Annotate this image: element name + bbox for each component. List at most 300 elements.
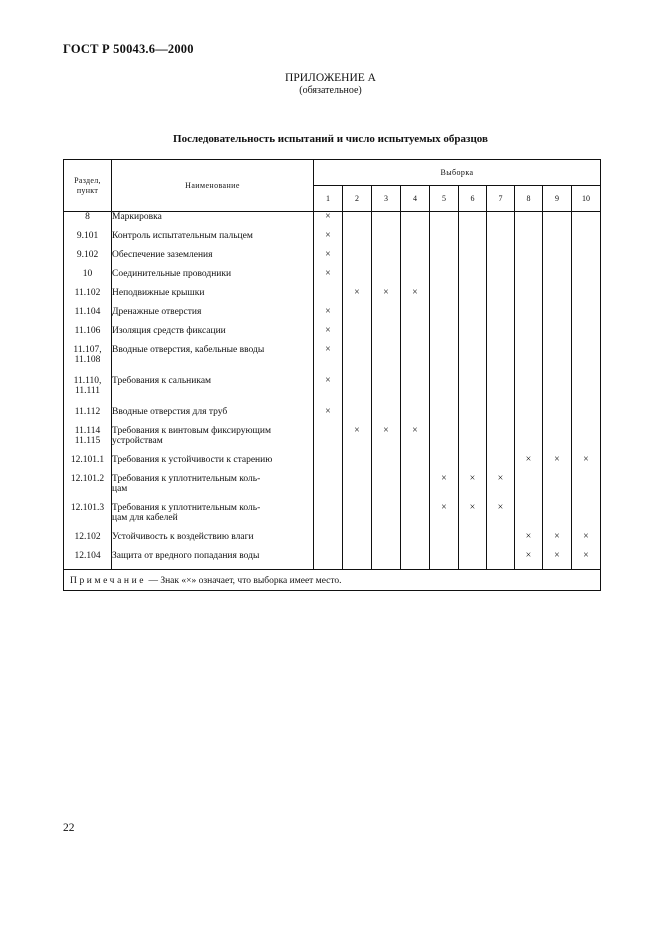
sample-cell: [430, 503, 459, 532]
section-cell: [64, 532, 112, 551]
sample-cell: [401, 326, 430, 345]
sample-cell: [487, 426, 515, 455]
sample-cell: [572, 532, 601, 551]
section-number: 11.108: [74, 354, 101, 365]
sample-mark: ×: [497, 472, 504, 484]
sample-cell: [401, 426, 430, 455]
sample-mark: ×: [525, 453, 532, 465]
sample-cell: [430, 288, 459, 307]
sample-cell: [343, 426, 372, 455]
sample-number-header: 9: [543, 186, 572, 212]
sample-mark: ×: [354, 286, 360, 298]
section-number: 11.104: [74, 306, 101, 317]
sample-cell: [572, 250, 601, 269]
sample-cell: [372, 376, 401, 407]
header-name: Наименование: [112, 160, 314, 212]
sample-cell: [314, 503, 343, 532]
sample-cell: [430, 250, 459, 269]
test-name: цам: [112, 483, 128, 494]
sample-cell: [459, 455, 487, 474]
section-cell: [64, 551, 112, 570]
test-name-cell: [112, 250, 314, 269]
sample-cell: [401, 288, 430, 307]
sample-cell: [430, 455, 459, 474]
note-row: [64, 570, 601, 591]
sample-cell: [372, 503, 401, 532]
test-name: Требования к винтовым фиксирующим: [112, 425, 271, 436]
sample-cell: [572, 376, 601, 407]
section-number: 11.107,: [73, 344, 102, 355]
sample-cell: [314, 212, 343, 231]
sample-cell: [430, 551, 459, 570]
test-name-cell: [112, 503, 314, 532]
test-name-cell: [112, 407, 314, 426]
sample-cell: [459, 503, 487, 532]
sample-cell: [543, 269, 572, 288]
sample-number-header: 8: [515, 186, 543, 212]
section-number: 12.104: [74, 550, 101, 561]
sample-cell: [372, 307, 401, 326]
sample-cell: [343, 503, 372, 532]
sample-mark: ×: [441, 501, 447, 513]
sample-cell: [372, 532, 401, 551]
document-code: ГОСТ Р 50043.6—2000: [63, 42, 194, 56]
sample-cell: [314, 407, 343, 426]
section-cell: [64, 231, 112, 250]
sample-cell: [572, 503, 601, 532]
sample-cell: [430, 407, 459, 426]
sample-cell: [543, 231, 572, 250]
section-cell: [64, 326, 112, 345]
sample-cell: [459, 551, 487, 570]
test-name-cell: [112, 212, 314, 231]
sample-cell: [430, 231, 459, 250]
section-cell: [64, 288, 112, 307]
sample-mark: ×: [325, 267, 331, 279]
sample-mark: ×: [325, 229, 331, 241]
test-name-cell: [112, 455, 314, 474]
test-name: Требования к уплотнительным коль-: [112, 473, 261, 484]
section-number: 11.106: [74, 325, 101, 336]
sample-mark: ×: [325, 343, 331, 355]
sample-cell: [314, 269, 343, 288]
test-name-cell: [112, 269, 314, 288]
test-name: Устойчивость к воздействию влаги: [112, 531, 254, 542]
test-name: Вводные отверстия, кабельные вводы: [112, 344, 265, 355]
sample-cell: [401, 307, 430, 326]
sample-cell: [487, 288, 515, 307]
table-row: [64, 532, 601, 551]
table-row: [64, 376, 601, 407]
test-name-cell: [112, 474, 314, 503]
sample-cell: [515, 212, 543, 231]
sample-cell: [515, 307, 543, 326]
sample-cell: [372, 407, 401, 426]
sample-cell: [459, 532, 487, 551]
header-section-line: пункт: [76, 185, 99, 195]
test-name: Защита от вредного попадания воды: [112, 550, 260, 561]
sample-mark: ×: [525, 549, 532, 561]
sample-mark: ×: [441, 472, 447, 484]
sample-cell: [487, 212, 515, 231]
test-name: Требования к уплотнительным коль-: [112, 502, 261, 513]
table-row: [64, 307, 601, 326]
section-number: 12.102: [74, 531, 101, 542]
section-number: 10: [82, 268, 93, 279]
sample-mark: ×: [325, 211, 331, 222]
sample-mark: ×: [525, 530, 532, 542]
annex-title: ПРИЛОЖЕНИЕ А: [285, 72, 376, 84]
sample-cell: [314, 307, 343, 326]
test-name: Контроль испытательным пальцем: [112, 230, 253, 241]
section-number: 12.101.3: [70, 502, 105, 513]
sample-cell: [487, 326, 515, 345]
sample-mark: ×: [583, 453, 589, 465]
sample-mark: ×: [383, 286, 389, 298]
sample-cell: [515, 231, 543, 250]
sample-cell: [515, 474, 543, 503]
sample-cell: [543, 426, 572, 455]
sample-cell: [572, 307, 601, 326]
sample-cell: [487, 231, 515, 250]
sample-cell: [343, 307, 372, 326]
test-name: Дренажные отверстия: [112, 306, 202, 317]
sample-mark: ×: [412, 286, 418, 298]
test-name-cell: [112, 307, 314, 326]
section-number: 11.111: [74, 385, 101, 396]
sample-cell: [343, 250, 372, 269]
test-name-cell: [112, 288, 314, 307]
sample-cell: [487, 455, 515, 474]
sample-cell: [314, 532, 343, 551]
section-cell: [64, 307, 112, 326]
section-number: 11.102: [74, 287, 101, 298]
test-name-cell: [112, 532, 314, 551]
table-row: [64, 426, 601, 455]
sample-cell: [543, 455, 572, 474]
test-name: Требования к устойчивости к старению: [112, 454, 273, 465]
sample-cell: [543, 307, 572, 326]
test-name: цам для кабелей: [112, 512, 178, 523]
sample-cell: [543, 503, 572, 532]
sample-cell: [459, 269, 487, 288]
sample-number-header: 7: [487, 186, 515, 212]
sample-cell: [430, 474, 459, 503]
sample-cell: [543, 376, 572, 407]
sample-cell: [459, 426, 487, 455]
sample-number-header: 3: [372, 186, 401, 212]
test-name-cell: [112, 426, 314, 455]
sample-cell: [343, 269, 372, 288]
sample-cell: [543, 326, 572, 345]
sample-cell: [515, 345, 543, 376]
sample-cell: [430, 376, 459, 407]
sample-cell: [515, 532, 543, 551]
section-number: 12.101.1: [70, 454, 105, 465]
table-row: [64, 474, 601, 503]
table-row: [64, 503, 601, 532]
sample-cell: [314, 231, 343, 250]
sample-mark: ×: [583, 549, 589, 561]
sample-cell: [459, 376, 487, 407]
sample-cell: [343, 532, 372, 551]
sample-cell: [572, 551, 601, 570]
sample-cell: [515, 250, 543, 269]
sample-mark: ×: [383, 424, 389, 436]
section-cell: [64, 455, 112, 474]
sample-cell: [515, 455, 543, 474]
sample-cell: [459, 326, 487, 345]
test-name-cell: [112, 231, 314, 250]
sample-cell: [372, 231, 401, 250]
sample-cell: [430, 269, 459, 288]
sample-mark: ×: [469, 472, 476, 484]
sample-cell: [459, 212, 487, 231]
sample-cell: [343, 326, 372, 345]
section-number: 9.102: [76, 249, 99, 260]
sample-mark: ×: [583, 530, 589, 542]
sample-cell: [572, 212, 601, 231]
sample-cell: [572, 426, 601, 455]
sample-cell: [515, 426, 543, 455]
test-name: Соединительные проводники: [112, 268, 232, 279]
test-name: Обеспечение заземления: [112, 249, 213, 260]
sample-cell: [314, 426, 343, 455]
section-number: 11.115: [74, 435, 101, 446]
sample-mark: ×: [497, 501, 504, 513]
sample-cell: [314, 250, 343, 269]
sample-cell: [372, 551, 401, 570]
sample-cell: [343, 474, 372, 503]
section-cell: [64, 250, 112, 269]
sample-cell: [543, 532, 572, 551]
table-row: [64, 250, 601, 269]
section-number: 12.101.2: [70, 473, 105, 484]
sample-mark: ×: [325, 305, 331, 317]
sample-cell: [543, 250, 572, 269]
table-title: Последовательность испытаний и число испытуемых образцов: [173, 133, 488, 145]
sample-cell: [572, 231, 601, 250]
table-row: [64, 269, 601, 288]
sample-cell: [314, 551, 343, 570]
sample-cell: [543, 474, 572, 503]
sample-cell: [543, 551, 572, 570]
sample-cell: [430, 212, 459, 231]
sample-number-header: 5: [430, 186, 459, 212]
sample-cell: [487, 250, 515, 269]
test-name-cell: [112, 551, 314, 570]
sample-cell: [430, 307, 459, 326]
sample-cell: [372, 250, 401, 269]
sample-cell: [459, 307, 487, 326]
header-sample: Выборка: [314, 160, 601, 186]
sample-cell: [372, 288, 401, 307]
section-cell: [64, 407, 112, 426]
sample-cell: [459, 345, 487, 376]
section-number: 9.101: [76, 230, 99, 241]
sample-cell: [459, 474, 487, 503]
sample-cell: [430, 345, 459, 376]
sample-cell: [401, 376, 430, 407]
sample-cell: [572, 455, 601, 474]
test-name-cell: [112, 376, 314, 407]
section-cell: [64, 376, 112, 407]
sample-cell: [572, 269, 601, 288]
sample-cell: [401, 407, 430, 426]
sample-cell: [543, 345, 572, 376]
sample-mark: ×: [325, 248, 331, 260]
sample-cell: [401, 269, 430, 288]
section-cell: [64, 426, 112, 455]
section-cell: [64, 212, 112, 231]
sample-cell: [459, 250, 487, 269]
sample-cell: [372, 474, 401, 503]
sample-cell: [401, 532, 430, 551]
table-row: [64, 345, 601, 376]
page-number: 22: [63, 822, 75, 834]
sample-cell: [372, 426, 401, 455]
test-name: Неподвижные крышки: [112, 287, 205, 298]
sample-cell: [572, 407, 601, 426]
test-name-cell: [112, 326, 314, 345]
sample-mark: ×: [554, 530, 560, 542]
sample-cell: [343, 212, 372, 231]
sample-cell: [401, 212, 430, 231]
sample-cell: [515, 551, 543, 570]
section-cell: [64, 474, 112, 503]
sample-mark: ×: [325, 374, 331, 386]
table-row: [64, 231, 601, 250]
section-number: 11.114: [74, 425, 101, 436]
test-sequence-table: [63, 159, 601, 591]
sample-mark: ×: [469, 501, 476, 513]
sample-cell: [314, 288, 343, 307]
sample-cell: [372, 326, 401, 345]
sample-cell: [343, 407, 372, 426]
sample-cell: [430, 326, 459, 345]
sample-mark: ×: [325, 324, 331, 336]
sample-cell: [515, 288, 543, 307]
sample-cell: [459, 407, 487, 426]
section-number: 11.112: [74, 406, 101, 417]
note-label: Примечание: [70, 576, 147, 586]
sample-cell: [314, 326, 343, 345]
sample-cell: [372, 212, 401, 231]
sample-number-header: 10: [572, 186, 601, 212]
section-cell: [64, 345, 112, 376]
sample-cell: [401, 455, 430, 474]
sample-cell: [487, 307, 515, 326]
table-row: [64, 551, 601, 570]
sample-cell: [459, 231, 487, 250]
note-text: — Знак «×» означает, что выборка имеет место.: [146, 576, 342, 586]
sample-number-header: 6: [459, 186, 487, 212]
sample-cell: [314, 474, 343, 503]
sample-cell: [430, 426, 459, 455]
sample-cell: [515, 326, 543, 345]
sample-cell: [401, 503, 430, 532]
sample-cell: [572, 288, 601, 307]
sample-cell: [430, 532, 459, 551]
sample-cell: [543, 407, 572, 426]
sample-cell: [543, 288, 572, 307]
test-name-cell: [112, 345, 314, 376]
table-row: [64, 288, 601, 307]
sample-cell: [314, 345, 343, 376]
header-section: [64, 160, 112, 212]
sample-cell: [372, 269, 401, 288]
section-number: 11.110,: [73, 375, 102, 386]
sample-cell: [515, 407, 543, 426]
sample-cell: [487, 532, 515, 551]
sample-cell: [343, 376, 372, 407]
sample-mark: ×: [354, 424, 360, 436]
sample-cell: [487, 376, 515, 407]
test-name: Вводные отверстия для труб: [112, 406, 228, 417]
sample-cell: [343, 551, 372, 570]
sample-cell: [401, 474, 430, 503]
sample-cell: [314, 376, 343, 407]
sample-cell: [401, 551, 430, 570]
table-row: [64, 455, 601, 474]
sample-cell: [343, 288, 372, 307]
sample-cell: [487, 503, 515, 532]
sample-cell: [543, 212, 572, 231]
sample-cell: [343, 231, 372, 250]
section-cell: [64, 503, 112, 532]
sample-cell: [487, 407, 515, 426]
test-name: Маркировка: [112, 212, 162, 222]
sample-cell: [401, 250, 430, 269]
sample-cell: [372, 345, 401, 376]
sample-cell: [572, 474, 601, 503]
sample-cell: [487, 269, 515, 288]
section-cell: [64, 269, 112, 288]
sample-mark: ×: [554, 549, 560, 561]
sample-cell: [343, 455, 372, 474]
test-name: Требования к сальникам: [112, 375, 212, 386]
sample-cell: [487, 345, 515, 376]
sample-cell: [572, 326, 601, 345]
sample-cell: [487, 474, 515, 503]
table-row: [64, 407, 601, 426]
test-name: Изоляция средств фиксации: [112, 325, 226, 336]
table-row: [64, 212, 601, 231]
annex-subtitle: (обязательное): [299, 85, 362, 96]
section-number: 8: [85, 212, 90, 222]
sample-cell: [515, 376, 543, 407]
note-cell: [64, 570, 601, 591]
sample-cell: [487, 551, 515, 570]
sample-cell: [343, 345, 372, 376]
table-row: [64, 326, 601, 345]
sample-cell: [314, 455, 343, 474]
sample-cell: [401, 345, 430, 376]
sample-number-header: 2: [343, 186, 372, 212]
sample-cell: [572, 345, 601, 376]
sample-number-header: 1: [314, 186, 343, 212]
header-section-line: Раздел,: [74, 175, 101, 185]
sample-cell: [401, 231, 430, 250]
sample-mark: ×: [554, 453, 560, 465]
sample-number-header: 4: [401, 186, 430, 212]
sample-cell: [372, 455, 401, 474]
sample-cell: [515, 269, 543, 288]
test-name: устройствам: [112, 435, 163, 446]
sample-cell: [459, 288, 487, 307]
sample-mark: ×: [412, 424, 418, 436]
sample-cell: [515, 503, 543, 532]
